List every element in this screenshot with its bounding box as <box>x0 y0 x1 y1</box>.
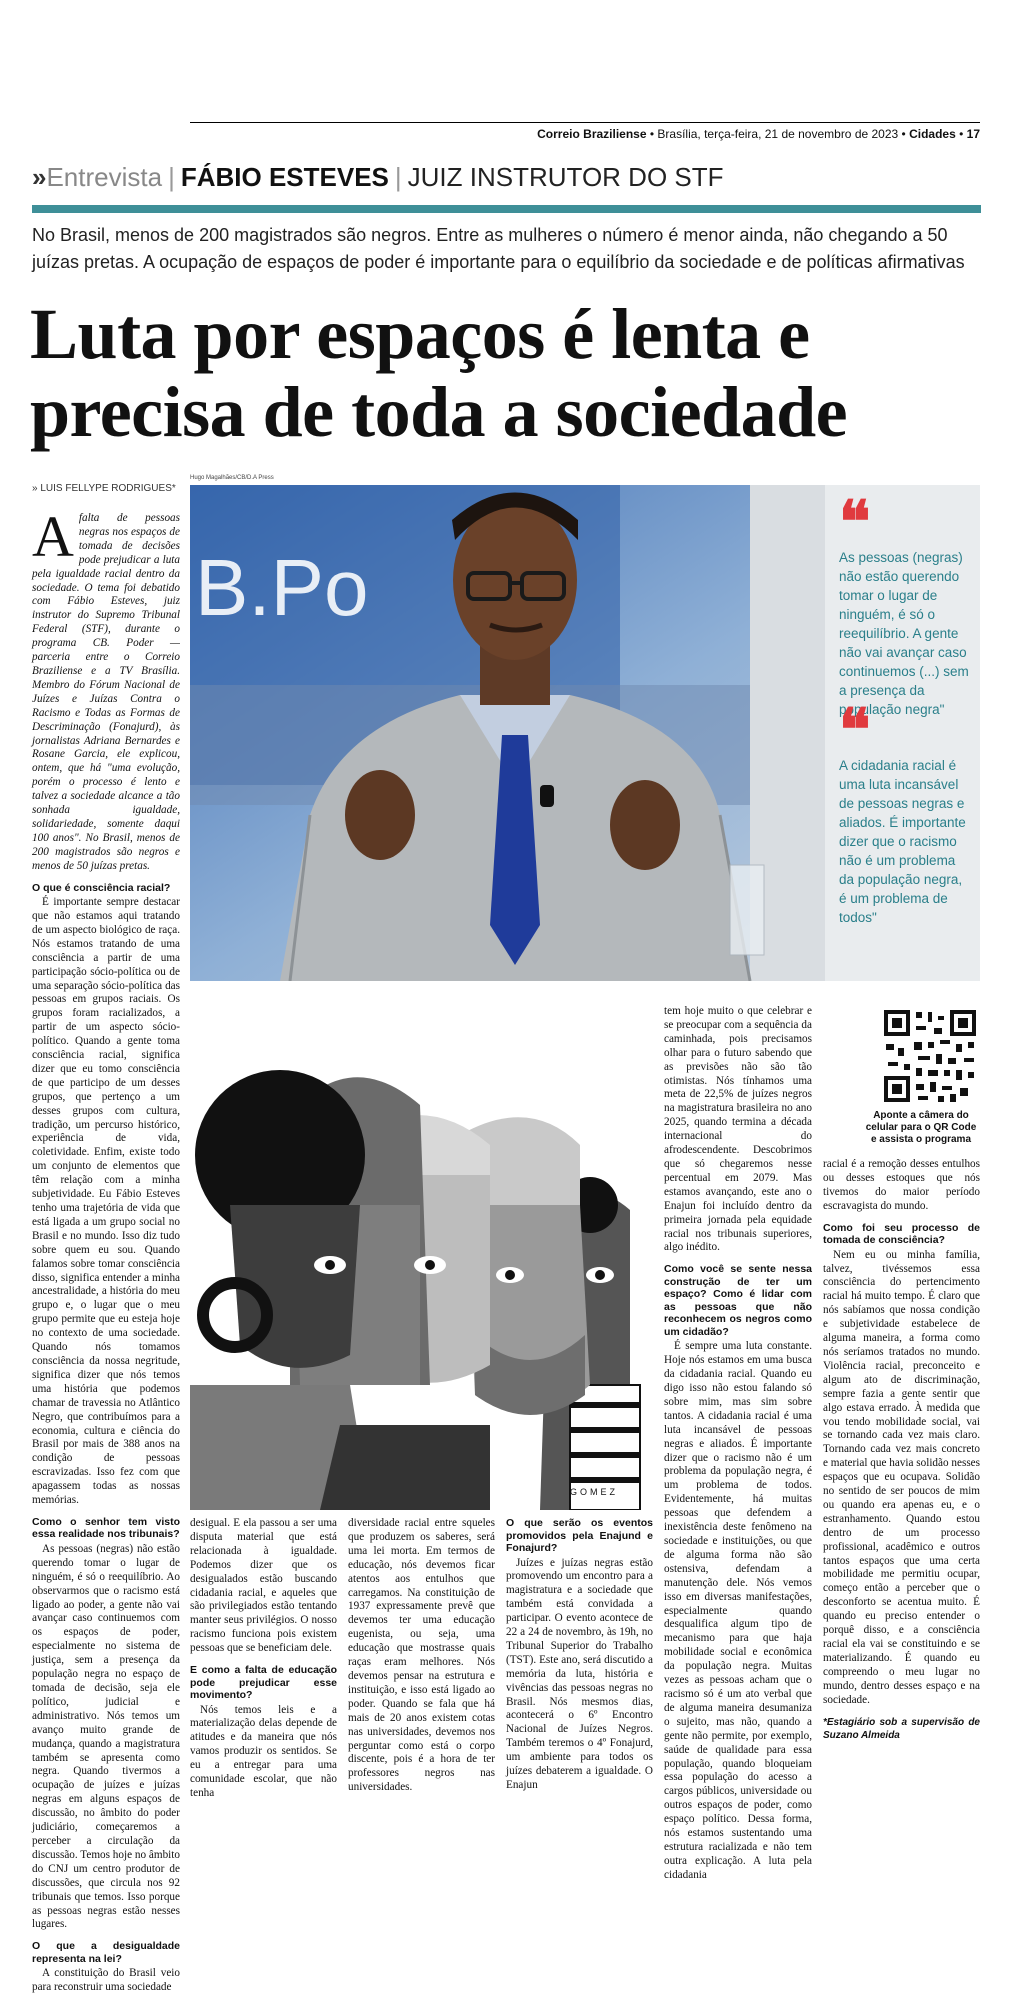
answer-4-start: Nós temos leis e a materialização delas depende de atitudes e da maneira que nós vamos produzir os sentidos. Se eu a entregar para uma comunidade escolar, que não tenha <box>190 1703 337 1799</box>
faces-illustration <box>190 1005 665 1510</box>
answer-3-start: A constituição do Brasil veio para reconstruir uma sociedade <box>32 1967 180 1994</box>
answer-5-cont: tem hoje muito o que celebrar e se preocupar com a sequência da caminhada, pois precisamos olhar para o futuro sabendo que as previsões não são tão otimistas. Nós tínhamos uma meta de 22,5% de juízes negros na magistratura brasileira no ano 2025, quando termina a década internacional do afrodescendente. Descobrimos que só chegaremos nesse percentual em 2079. Mas estamos avançando, este ano o Enajun foi incluído dentro da primeira jornada pela equidade racial nos tribunais superiores, algo inédito. <box>664 1005 812 1254</box>
subtitle: No Brasil, menos de 200 magistrados são negros. Entre as mulheres o número é menor ainda, não chegando a 50 juízas pretas. A ocupação de espaços de poder é importante para o equilíbrio da sociedade e de políticas afirmativas <box>32 225 965 272</box>
answer-5: Juízes e juízas negras estão promovendo um encontro para a magistratura e a sociedade que também está convidada a participar. O evento acontece de 22 a 24 de novembro, às 19h, no Tribunal Superior do Trabalho (TST). Este ano, será discutido a memória da luta, história e vivências das pessoas negras no Brasil. Nós mesmos dias, acontecerá o 6º Encontro Nacional de Juízes Negros. Também teremos o 4º Fonajurd, um ambiente para todos os juízes debaterem a igualdade. O Enajun <box>506 1556 653 1791</box>
top-rule <box>190 122 980 123</box>
answer-3-cont: desigual. E ela passou a ser uma disputa material que está relacionada à igualdade. Podemos dizer que os desigualados estão buscando cidadania racial, e aqueles que são privilegiados estão tentando manter seus privilégios. O nosso racismo funciona pois existem pessoas que se beneficiam dele. <box>190 1517 337 1655</box>
article-column-1 <box>32 504 180 1995</box>
question-2: Como o senhor tem visto essa realidade nos tribunais? <box>32 1515 180 1541</box>
footnote: *Estagiário sob a supervisão de Suzano Almeida <box>823 1716 980 1742</box>
qr-caption: Aponte a câmera do celular para o QR Code e assista o programa <box>865 1110 977 1145</box>
accent-bar <box>32 205 981 213</box>
qr-code[interactable] <box>882 1008 978 1104</box>
article-column-2 <box>190 1517 337 1801</box>
question-6: Como você se sente nessa construção de ter um espaço? Como é lidar com as pessoas que não reconhecem os negros como um cidadão? <box>664 1263 812 1338</box>
article-column-3 <box>348 1517 495 1795</box>
pull-quote-2: A cidadania racial é uma luta incansável de pessoas negras e aliados. É importante dizer que o racismo não é um problema da população negra, é um problema de todos" <box>839 758 966 925</box>
answer-6: É sempre uma luta constante. Hoje nós estamos em uma busca da cidadania racial. Quando eu digo isso não estou falando só sobre mim, mas sim sobre tantos. A cidadania racial é uma luta incansável de pessoas negras e aliados. É importante dizer que o racismo não é um problema da população negra, é um problema de todos. Evidentemente, há muitas pessoas que defendem a inexistência deste fenômeno na sociedade e instituições, ou que de alguma forma não são ostensiva, defendam a manutenção dele. Nós vemos isso em diversas manifestações, especialmente quando desqualifica algum tipo de mecanismo para que haja mobilidade social e econômica da população negra. Muitas vezes as pessoas acham que o racismo só é um ato verbal que de alguma maneira desumaniza o sujeito, mas não, quando a gente não permite, por exemplo, saúde de qualidade para essa população, quando bloqueiam essa população do acesso a cargos públicos, universidade ou outros espaços de poder, como espaço político. Dessa forma, nós estamos sustentando uma estrutura racializada e não tem outra explicação. A luta pela cidadania <box>664 1340 812 1881</box>
kicker-section: Entrevista <box>46 162 163 192</box>
headline: Luta por espaços é lenta e precisa de toda a sociedade <box>30 294 848 452</box>
folio: Correio Braziliense • Brasília, terça-feira, 21 de novembro de 2023 • Cidades • 17 <box>537 127 980 141</box>
article-column-4-bottom <box>506 1517 653 1793</box>
page-number: 17 <box>966 127 980 141</box>
kicker: »Entrevista | FÁBIO ESTEVES | JUIZ INSTRUTOR DO STF <box>32 162 724 192</box>
dateline: Brasília, terça-feira, 21 de novembro de 2023 <box>657 127 899 141</box>
section-name: Cidades <box>909 127 956 141</box>
kicker-name: FÁBIO ESTEVES <box>180 162 389 192</box>
question-5: O que serão os eventos promovidos pela Enajund e Fonajurd? <box>506 1517 653 1554</box>
article-column-6 <box>823 1158 980 1743</box>
illustration <box>190 1005 665 1510</box>
answer-7: Nem eu ou minha família, talvez, tivéssemos essa consciência do pertencimento racial há muito tempo. É claro que nós sabíamos que nossa condição e subjetividade estabelece de alguma maneira, a forma como nós seríamos tratados no mundo. Violência racial, preconceito e algum ato de discriminação, sempre fazia a gente sentir que algo estava errado. À medida que vou tendo mobilidade social, vai se tornando cada vez mais claro. Tornando cada vez mais concreto e material que havia solidão nesses espaços que eu ocupava. Solidão no sentido de ser poucos de mim ou quando era apenas eu, e o estranhamento. Quando estou dentro de um processo profissional, acadêmico e outros tantos espaços que uma certa mobilidade me permitiu ocupar, começo então a perceber que o desconforto se acentua muito. É quando eu preciso entender o porquê disso, e a consciência racial ela vai se constituindo e se materializando. É quando eu compreendo o meu lugar no mundo, dentro desses espaço e na sociedade. <box>823 1248 980 1706</box>
screen-logo-text: B.Po <box>195 543 369 632</box>
kicker-marker: » <box>32 162 47 192</box>
drop-cap: A <box>32 504 74 569</box>
answer-6-cont: racial é a remoção desses entulhos ou desses estoques que nós tivemos do maior período escravagista do mundo. <box>823 1158 980 1212</box>
quote-mark-icon: ❛❛ <box>839 698 865 763</box>
question-1: O que é consciência racial? <box>32 881 171 894</box>
question-3: O que a desigualdade representa na lei? <box>32 1940 180 1965</box>
pull-quote-1: As pessoas (negras) não estão querendo tomar o lugar de ninguém, é só o reequilíbrio. A gente não vai avançar caso continuemos (...) sem a presença da população negra" <box>839 550 969 717</box>
pull-quote-panel <box>825 485 980 981</box>
answer-2: As pessoas (negras) não estão querendo tomar o lugar de ninguém, é só o reequilíbrio. Ao observarmos que o racismo está ligado ao poder, a gente não vai avançar caso continuemos com os espaços de poder, especialmente no sistema de justiça, sem a presença da população negra no espaço de tomada de decisão, seja ele político, judicial e administrativo. Nós temos um avanço muito grande de mudança, quando a magistratura também se apresenta como negra. Quando tivermos a ocupação de juízes e juízas negras em alguns espaços de discussão, no âmbito do poder judiciário, começaremos a perceber a circulação da discussão. Temos hoje no âmbito do CNJ um centro produtor de discussões, que circula nos 92 tribunais que temos. Isso porque as pessoas negras estão nesses lugares. <box>32 1542 180 1931</box>
answer-1: É importante sempre destacar que não estamos aqui tratando de um aspecto biológico de raça. Nós estamos tratando de uma consciência a partir de uma participação sócio-política ou de uma separação sócio-política das pessoas em grupos raciais. Os grupos foram racializados, a partir de um aspecto sócio-político. Quando a gente toma consciência racial, significa dizer que eu tomo consciência de que participo de um desses grupos, que pertenço a um desses grupos com cultura, tradição, um percurso histórico, experiência de vida, coletividade. Enfim, existe todo um conjunto de elementos que têm relação com a minha subjetividade. Eu Fábio Esteves tenho uma trajetória de vida que está ligada a um grupo social no Brasil e no mundo. Isso diz tudo sobre quem eu sou. Quando falamos sobre tomar consciência disso, significa entender a minha ancestralidade, a história do meu grupo e, o lugar que o meu grupo permite que eu esteja hoje no contexto de uma sociedade. Quando nós tomamos consciência da nossa negritude, significa dizer que nós temos uma história que podemos chamar de travessia no Atlântico Negro, que contribuímos para a economia, cultura e ciência do Brasil por mais de 388 anos na condição de pessoas escravizadas. Isso fez com que apagassem todas as nossas memórias. <box>32 896 180 1507</box>
photo-credit: Hugo Magalhães/CB/D.A Press <box>190 475 274 481</box>
question-4: E como a falta de educação pode prejudicar esse movimento? <box>190 1664 337 1702</box>
paper-name: Correio Braziliense <box>537 127 647 141</box>
answer-4-cont: diversidade racial entre squeles que produzem os saberes, será uma lei morta. Em termos de educação, nós devemos ficar atentos aos entulhos que carregamos. Na constituição de 1937 expressamente prevê que devemos ter uma educação eugenista, ou seja, uma educação que mostrasse quais raças eram melhores. Nós devemos pensar na estrutura e instituição, e isso está ligado ao poder. Quando se fala que há mais de 20 anos existem cotas nas universidades, devemos nos perguntar como está o corpo discente, pois é a hora de ter professores negros nas universidades. <box>348 1517 495 1794</box>
qr-code-icon <box>882 1008 978 1104</box>
article-column-5 <box>664 1005 812 1883</box>
kicker-role: JUIZ INSTRUTOR DO STF <box>407 162 724 192</box>
article-lead: falta de pessoas negras nos espaços de tomada de decisões pode prejudicar a luta pela igualdade racial dentro da sociedade. O tema foi debatido com Fábio Esteves, juiz instrutor do Supremo Tribunal Federal (STF), durante o programa CB. Poder — parceria entre o Correio Braziliense e a TV Brasília. Membro do Fórum Nacional de Juízes e Juízas Contra o Racismo e Todas as Formas de Descriminação (Fonajurd), às jornalistas Adriana Bernardes e Rosane Garcia, ele explicou, ontem, que há "uma evolução, porém o processo é lento e talvez a sociedade alcance a tão sonhada igualdade, solidariedade, somente daqui 100 anos". No Brasil, menos de 200 magistrados são negros e menos de 50 juízas pretas. <box>32 512 180 872</box>
byline: » LUIS FELLYPE RODRIGUES* <box>32 483 176 494</box>
quote-mark-icon: ❛❛ <box>839 490 865 555</box>
illustration-signature: GOMEZ <box>570 1487 618 1497</box>
question-7: Como foi seu processo de tomada de consciência? <box>823 1221 980 1247</box>
